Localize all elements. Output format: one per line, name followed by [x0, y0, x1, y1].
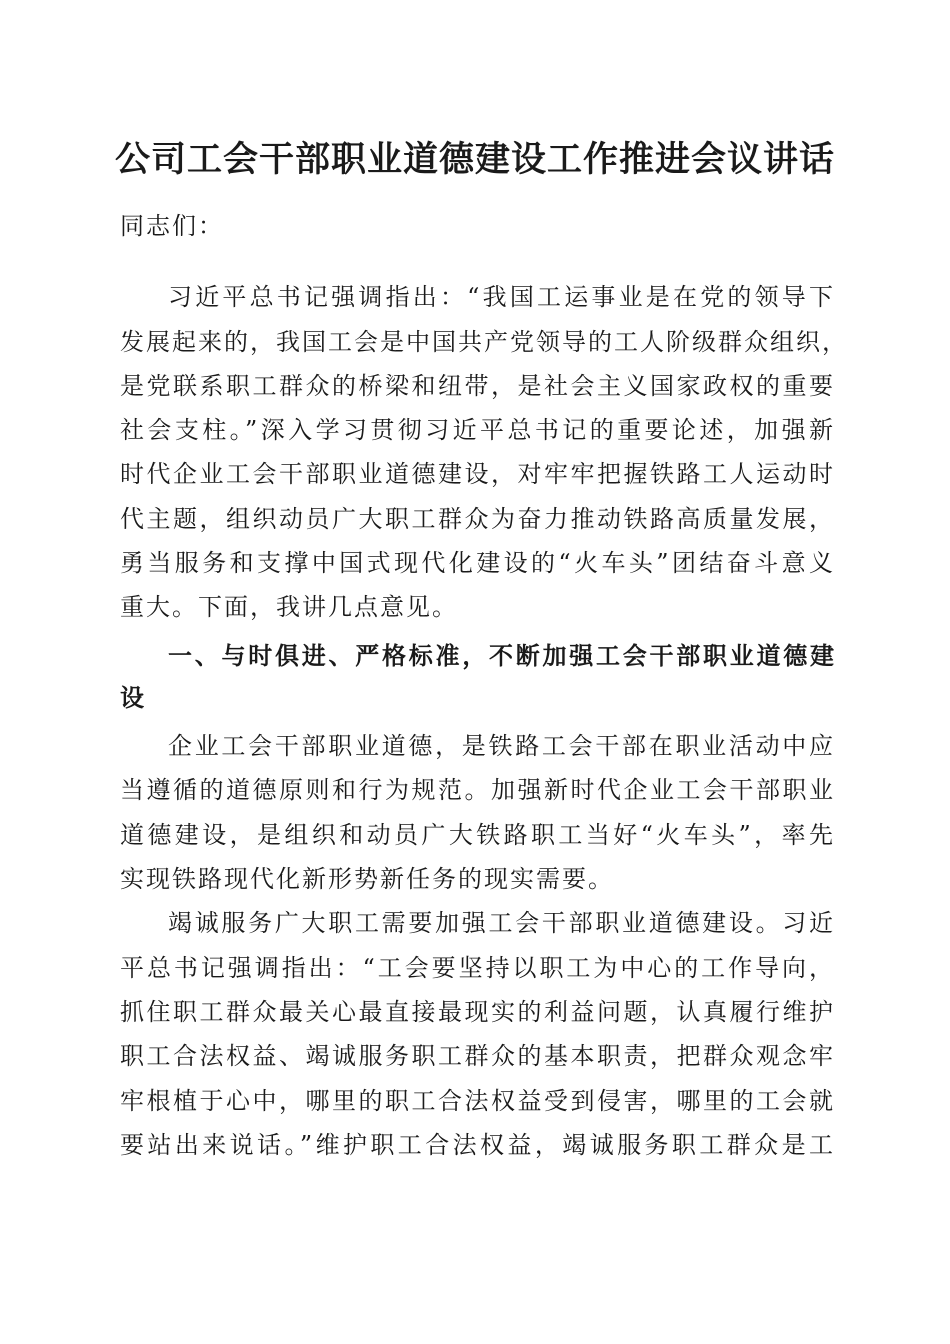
paragraph-3-line-1: 竭诚服务广大职工需要加强工会干部职业道德建设。习近 [168, 909, 835, 937]
paragraph-1-line-6: 代主题，组织动员广大职工群众为奋力推动铁路高质量发展， [120, 505, 835, 533]
section-heading-line-1: 一、与时俱进、严格标准，不断加强工会干部职业道德建 [168, 642, 835, 670]
paragraph-1-line-4: 社会支柱。”深入学习贯彻习近平总书记的重要论述，加强新 [120, 416, 835, 444]
paragraph-1-line-7: 勇当服务和支撑中国式现代化建设的“火车头”团结奋斗意义 [120, 549, 835, 577]
paragraph-3-line-3: 抓住职工群众最关心最直接最现实的利益问题，认真履行维护 [120, 998, 835, 1026]
paragraph-3-line-6: 要站出来说话。”维护职工合法权益，竭诚服务职工群众是工 [120, 1131, 835, 1159]
paragraph-1-line-2: 发展起来的，我国工会是中国共产党领导的工人阶级群众组织， [120, 328, 848, 356]
paragraph-3-line-4: 职工合法权益、竭诚服务职工群众的基本职责，把群众观念牢 [120, 1042, 835, 1070]
paragraph-3-line-5: 牢根植于心中，哪里的职工合法权益受到侵害，哪里的工会就 [120, 1087, 835, 1115]
paragraph-1-line-8: 重大。下面，我讲几点意见。 [120, 593, 458, 621]
section-heading-line-2: 设 [120, 684, 145, 712]
paragraph-2-line-3: 道德建设，是组织和动员广大铁路职工当好“火车头”，率先 [120, 821, 835, 849]
paragraph-3-line-2: 平总书记强调指出：“工会要坚持以职工为中心的工作导向， [120, 954, 835, 982]
paragraph-1-line-3: 是党联系职工群众的桥梁和纽带，是社会主义国家政权的重要 [120, 372, 835, 400]
paragraph-1-line-1: 习近平总书记强调指出：“我国工运事业是在党的领导下 [168, 283, 835, 311]
salutation: 同志们： [120, 212, 224, 240]
paragraph-1-line-5: 时代企业工会干部职业道德建设，对牢牢把握铁路工人运动时 [120, 460, 835, 488]
paragraph-2-line-1: 企业工会干部职业道德，是铁路工会干部在职业活动中应 [168, 732, 835, 760]
paragraph-2-line-2: 当遵循的道德原则和行为规范。加强新时代企业工会干部职业 [120, 776, 835, 804]
document-title: 公司工会干部职业道德建设工作推进会议讲话 [114, 139, 835, 180]
paragraph-2-line-4: 实现铁路现代化新形势新任务的现实需要。 [120, 865, 614, 893]
